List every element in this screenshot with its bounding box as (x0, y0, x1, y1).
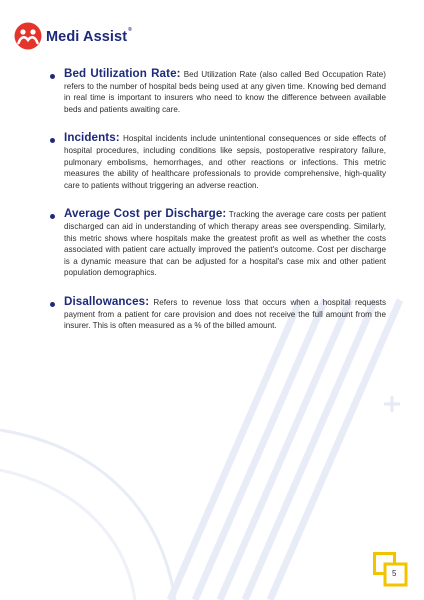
medi-assist-logo-icon (14, 22, 42, 50)
brand-name: Medi Assist® (46, 27, 132, 45)
entry-disallowances (64, 296, 386, 332)
entry-average-cost-per-discharge (64, 208, 386, 279)
header (14, 22, 132, 50)
page-number-badge-icon (373, 552, 409, 588)
entry-text: Refers to revenue loss that occurs when a hospital requests payment from a patient for care provision and does not receive the full amount from the insurer. This is often measured as a % of the billed amount. (64, 297, 386, 331)
bullet-icon (50, 302, 55, 307)
bullet-icon (50, 138, 55, 143)
entry-text: Bed Utilization Rate (also called Bed Occupation Rate) refers to the number of hospital beds being used at any given time. Knowing bed demand in real time is important to insurers who need to know the difference between available beds and patients awaiting care. (64, 70, 387, 114)
bullet-icon (50, 74, 55, 79)
entry-term: Average Cost per Discharge: (64, 207, 227, 221)
page-number: 5 (392, 569, 397, 578)
metrics-list (64, 68, 386, 349)
bullet-icon (50, 214, 55, 219)
entry-incidents (64, 132, 386, 191)
entry-text: Tracking the average care costs per patient discharged can aid in understanding of which therapy areas see overspending. Similarly, this metric shows where hospitals make the greatest profit as well as whether the costs associated with patient care actually improved the patient's outcome. Cost per discharge is a dynamic measure that can be adjusted for a hospital's case mix and other patient population demographics. (64, 210, 386, 278)
entry-bed-utilization-rate (64, 68, 386, 115)
entry-term: Bed Utilization Rate: (64, 67, 181, 80)
entry-term: Incidents: (64, 131, 120, 145)
entry-text: Hospital incidents include unintentional consequences or side effects of hospital procedures, including conditions like sepsis, postoperative respiratory failure, pulmonary embolisms, hemorrhages, and other reactions or infections. This metric measures the ability of healthcare professionals to provide comprehensive, high-quality care to patients without triggering an adverse reaction. (64, 134, 386, 190)
entry-term: Disallowances: (64, 294, 150, 308)
